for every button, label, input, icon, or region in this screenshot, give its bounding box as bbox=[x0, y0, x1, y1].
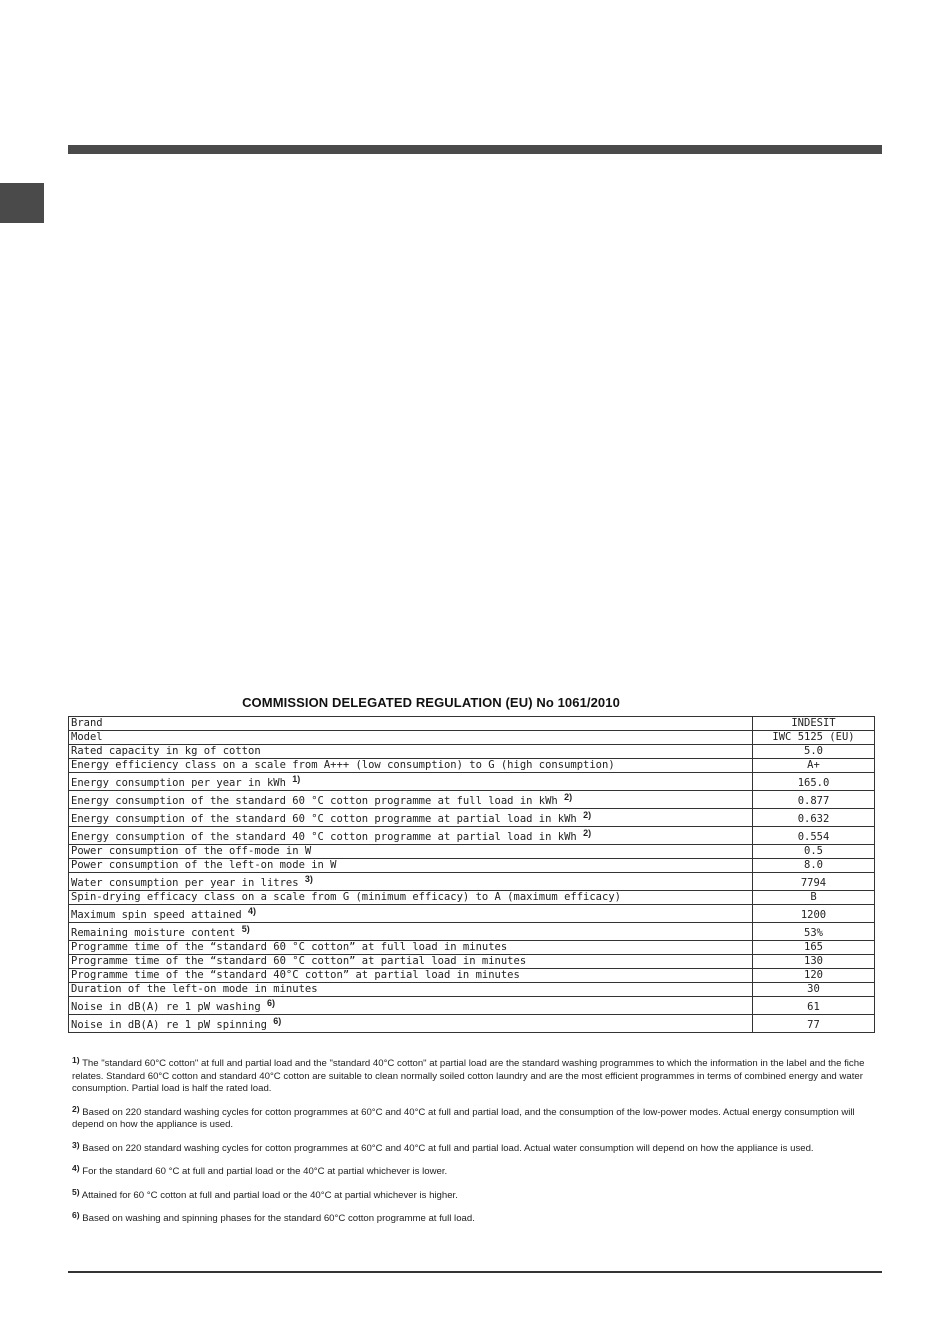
footnote bbox=[72, 1163, 874, 1179]
footnote-ref: 2) bbox=[564, 792, 573, 802]
row-label: Brand bbox=[71, 717, 103, 729]
row-value: 8.0 bbox=[753, 859, 875, 873]
row-label: Energy consumption of the standard 60 °C cotton programme at partial load in kWh bbox=[71, 813, 577, 825]
row-label-cell bbox=[69, 905, 753, 923]
table-row bbox=[69, 1015, 875, 1033]
row-label-cell bbox=[69, 891, 753, 905]
row-label-cell bbox=[69, 923, 753, 941]
row-label-cell bbox=[69, 997, 753, 1015]
row-label: Programme time of the “standard 40°C cotton” at partial load in minutes bbox=[71, 969, 520, 981]
footnote-text: Attained for 60 °C cotton at full and partial load or the 40°C at partial whichever is higher. bbox=[81, 1189, 458, 1201]
footnote bbox=[72, 1210, 874, 1226]
table-row bbox=[69, 859, 875, 873]
row-label-cell bbox=[69, 859, 753, 873]
row-label: Power consumption of the left-on mode in W bbox=[71, 859, 337, 871]
footnote-ref: 2) bbox=[583, 828, 592, 838]
table-row bbox=[69, 845, 875, 859]
row-label-cell bbox=[69, 759, 753, 773]
row-value: 5.0 bbox=[753, 745, 875, 759]
row-label-cell bbox=[69, 941, 753, 955]
row-label-cell bbox=[69, 745, 753, 759]
row-label: Spin-drying efficacy class on a scale from G (minimum efficacy) to A (maximum efficacy) bbox=[71, 891, 621, 903]
row-label: Energy consumption of the standard 60 °C cotton programme at full load in kWh bbox=[71, 795, 558, 807]
row-label-cell bbox=[69, 717, 753, 731]
row-value: 0.632 bbox=[753, 809, 875, 827]
row-label: Noise in dB(A) re 1 pW washing bbox=[71, 1001, 261, 1013]
footnotes bbox=[72, 1055, 874, 1237]
footnote-text: Based on 220 standard washing cycles for cotton programmes at 60°C and 40°C at full and partial load, and the consumption of the low-power modes. Actual energy consumption will depend on how the appliance is used. bbox=[72, 1106, 855, 1130]
footnote bbox=[72, 1186, 874, 1203]
row-label-cell bbox=[69, 731, 753, 745]
row-label-cell bbox=[69, 773, 753, 791]
row-value: 0.5 bbox=[753, 845, 875, 859]
row-label: Programme time of the “standard 60 °C cotton” at partial load in minutes bbox=[71, 955, 527, 967]
row-label-cell bbox=[69, 983, 753, 997]
footnote-ref: 2) bbox=[583, 810, 592, 820]
row-label: Energy consumption per year in kWh bbox=[71, 777, 286, 789]
row-label-cell bbox=[69, 809, 753, 827]
table-row bbox=[69, 941, 875, 955]
footnote-text: For the standard 60 °C at full and partial load or the 40°C at partial whichever is lower. bbox=[82, 1166, 448, 1177]
footnote-text: The "standard 60°C cotton" at full and partial load and the "standard 40°C cotton" at partial load are the standard washing programmes to which the information in the label and the fiche relates. Standard 60°C cotton and standard 40°C cotton are suitable to clean normally soiled cotton laundry and are the most efficient programmes in terms of combined energy and water consumption. Partial load is half the rated load. bbox=[72, 1058, 865, 1094]
footnote-number: 2) bbox=[72, 1103, 80, 1114]
row-value: 77 bbox=[753, 1015, 875, 1033]
footnote bbox=[72, 1139, 874, 1156]
footnote-text: Based on 220 standard washing cycles for cotton programmes at 60°C and 40°C at full and partial load. Actual water consumption will depend on how the appliance is used. bbox=[82, 1142, 814, 1154]
table-row bbox=[69, 955, 875, 969]
row-value: 120 bbox=[753, 969, 875, 983]
table-row bbox=[69, 969, 875, 983]
row-value: A+ bbox=[753, 759, 875, 773]
row-label-cell bbox=[69, 791, 753, 809]
table-row bbox=[69, 873, 875, 891]
row-label: Power consumption of the off-mode in W bbox=[71, 845, 312, 857]
footnote-ref: 1) bbox=[292, 774, 301, 784]
footnote-ref: 6) bbox=[273, 1016, 282, 1026]
footnote-number: 4) bbox=[72, 1163, 80, 1173]
row-label: Maximum spin speed attained bbox=[71, 909, 242, 921]
footer-rule bbox=[68, 1271, 882, 1273]
table-row bbox=[69, 717, 875, 731]
table-row bbox=[69, 791, 875, 809]
footnote-ref: 4) bbox=[248, 906, 257, 916]
row-label: Rated capacity in kg of cotton bbox=[71, 745, 261, 757]
row-label: Model bbox=[71, 731, 103, 743]
row-label: Duration of the left-on mode in minutes bbox=[71, 983, 318, 995]
row-label: Water consumption per year in litres bbox=[71, 877, 299, 889]
row-value: IWC 5125 (EU) bbox=[753, 731, 875, 745]
row-label-cell bbox=[69, 955, 753, 969]
footnote bbox=[72, 1103, 874, 1132]
footnote-number: 3) bbox=[72, 1139, 80, 1150]
row-value: 165.0 bbox=[753, 773, 875, 791]
row-value: 53% bbox=[753, 923, 875, 941]
table-row bbox=[69, 731, 875, 745]
side-tab-marker bbox=[0, 183, 44, 223]
header-rule bbox=[68, 145, 882, 154]
footnote-number: 1) bbox=[72, 1055, 80, 1065]
row-label-cell bbox=[69, 873, 753, 891]
row-value: 0.554 bbox=[753, 827, 875, 845]
footnote-text: Based on washing and spinning phases for the standard 60°C cotton programme at full load. bbox=[82, 1213, 475, 1224]
table-row bbox=[69, 809, 875, 827]
table-row bbox=[69, 827, 875, 845]
regulation-title: COMMISSION DELEGATED REGULATION (EU) No 1061/2010 bbox=[242, 695, 620, 710]
footnote bbox=[72, 1055, 874, 1096]
row-label: Remaining moisture content bbox=[71, 927, 236, 939]
table-row bbox=[69, 773, 875, 791]
table-row bbox=[69, 759, 875, 773]
table-row bbox=[69, 745, 875, 759]
row-value: 30 bbox=[753, 983, 875, 997]
row-label-cell bbox=[69, 969, 753, 983]
row-value: 7794 bbox=[753, 873, 875, 891]
row-value: 130 bbox=[753, 955, 875, 969]
row-label: Noise in dB(A) re 1 pW spinning bbox=[71, 1019, 267, 1031]
row-value: 1200 bbox=[753, 905, 875, 923]
table-row bbox=[69, 997, 875, 1015]
row-value: 0.877 bbox=[753, 791, 875, 809]
row-label: Energy efficiency class on a scale from A+++ (low consumption) to G (high consumption) bbox=[71, 759, 615, 771]
table-row bbox=[69, 891, 875, 905]
footnote-ref: 5) bbox=[241, 924, 250, 934]
footnote-number: 5) bbox=[72, 1186, 80, 1197]
row-label: Energy consumption of the standard 40 °C cotton programme at partial load in kWh bbox=[71, 831, 577, 843]
row-label-cell bbox=[69, 827, 753, 845]
row-value: 61 bbox=[753, 997, 875, 1015]
footnote-ref: 3) bbox=[304, 874, 313, 884]
row-value: INDESIT bbox=[753, 717, 875, 731]
row-value: B bbox=[753, 891, 875, 905]
product-fiche-table bbox=[68, 716, 875, 1033]
table-row bbox=[69, 923, 875, 941]
row-value: 165 bbox=[753, 941, 875, 955]
footnote-number: 6) bbox=[72, 1210, 80, 1220]
row-label: Programme time of the “standard 60 °C cotton” at full load in minutes bbox=[71, 941, 508, 953]
row-label-cell bbox=[69, 1015, 753, 1033]
row-label-cell bbox=[69, 845, 753, 859]
table-row bbox=[69, 983, 875, 997]
footnote-ref: 6) bbox=[266, 998, 275, 1008]
table-row bbox=[69, 905, 875, 923]
